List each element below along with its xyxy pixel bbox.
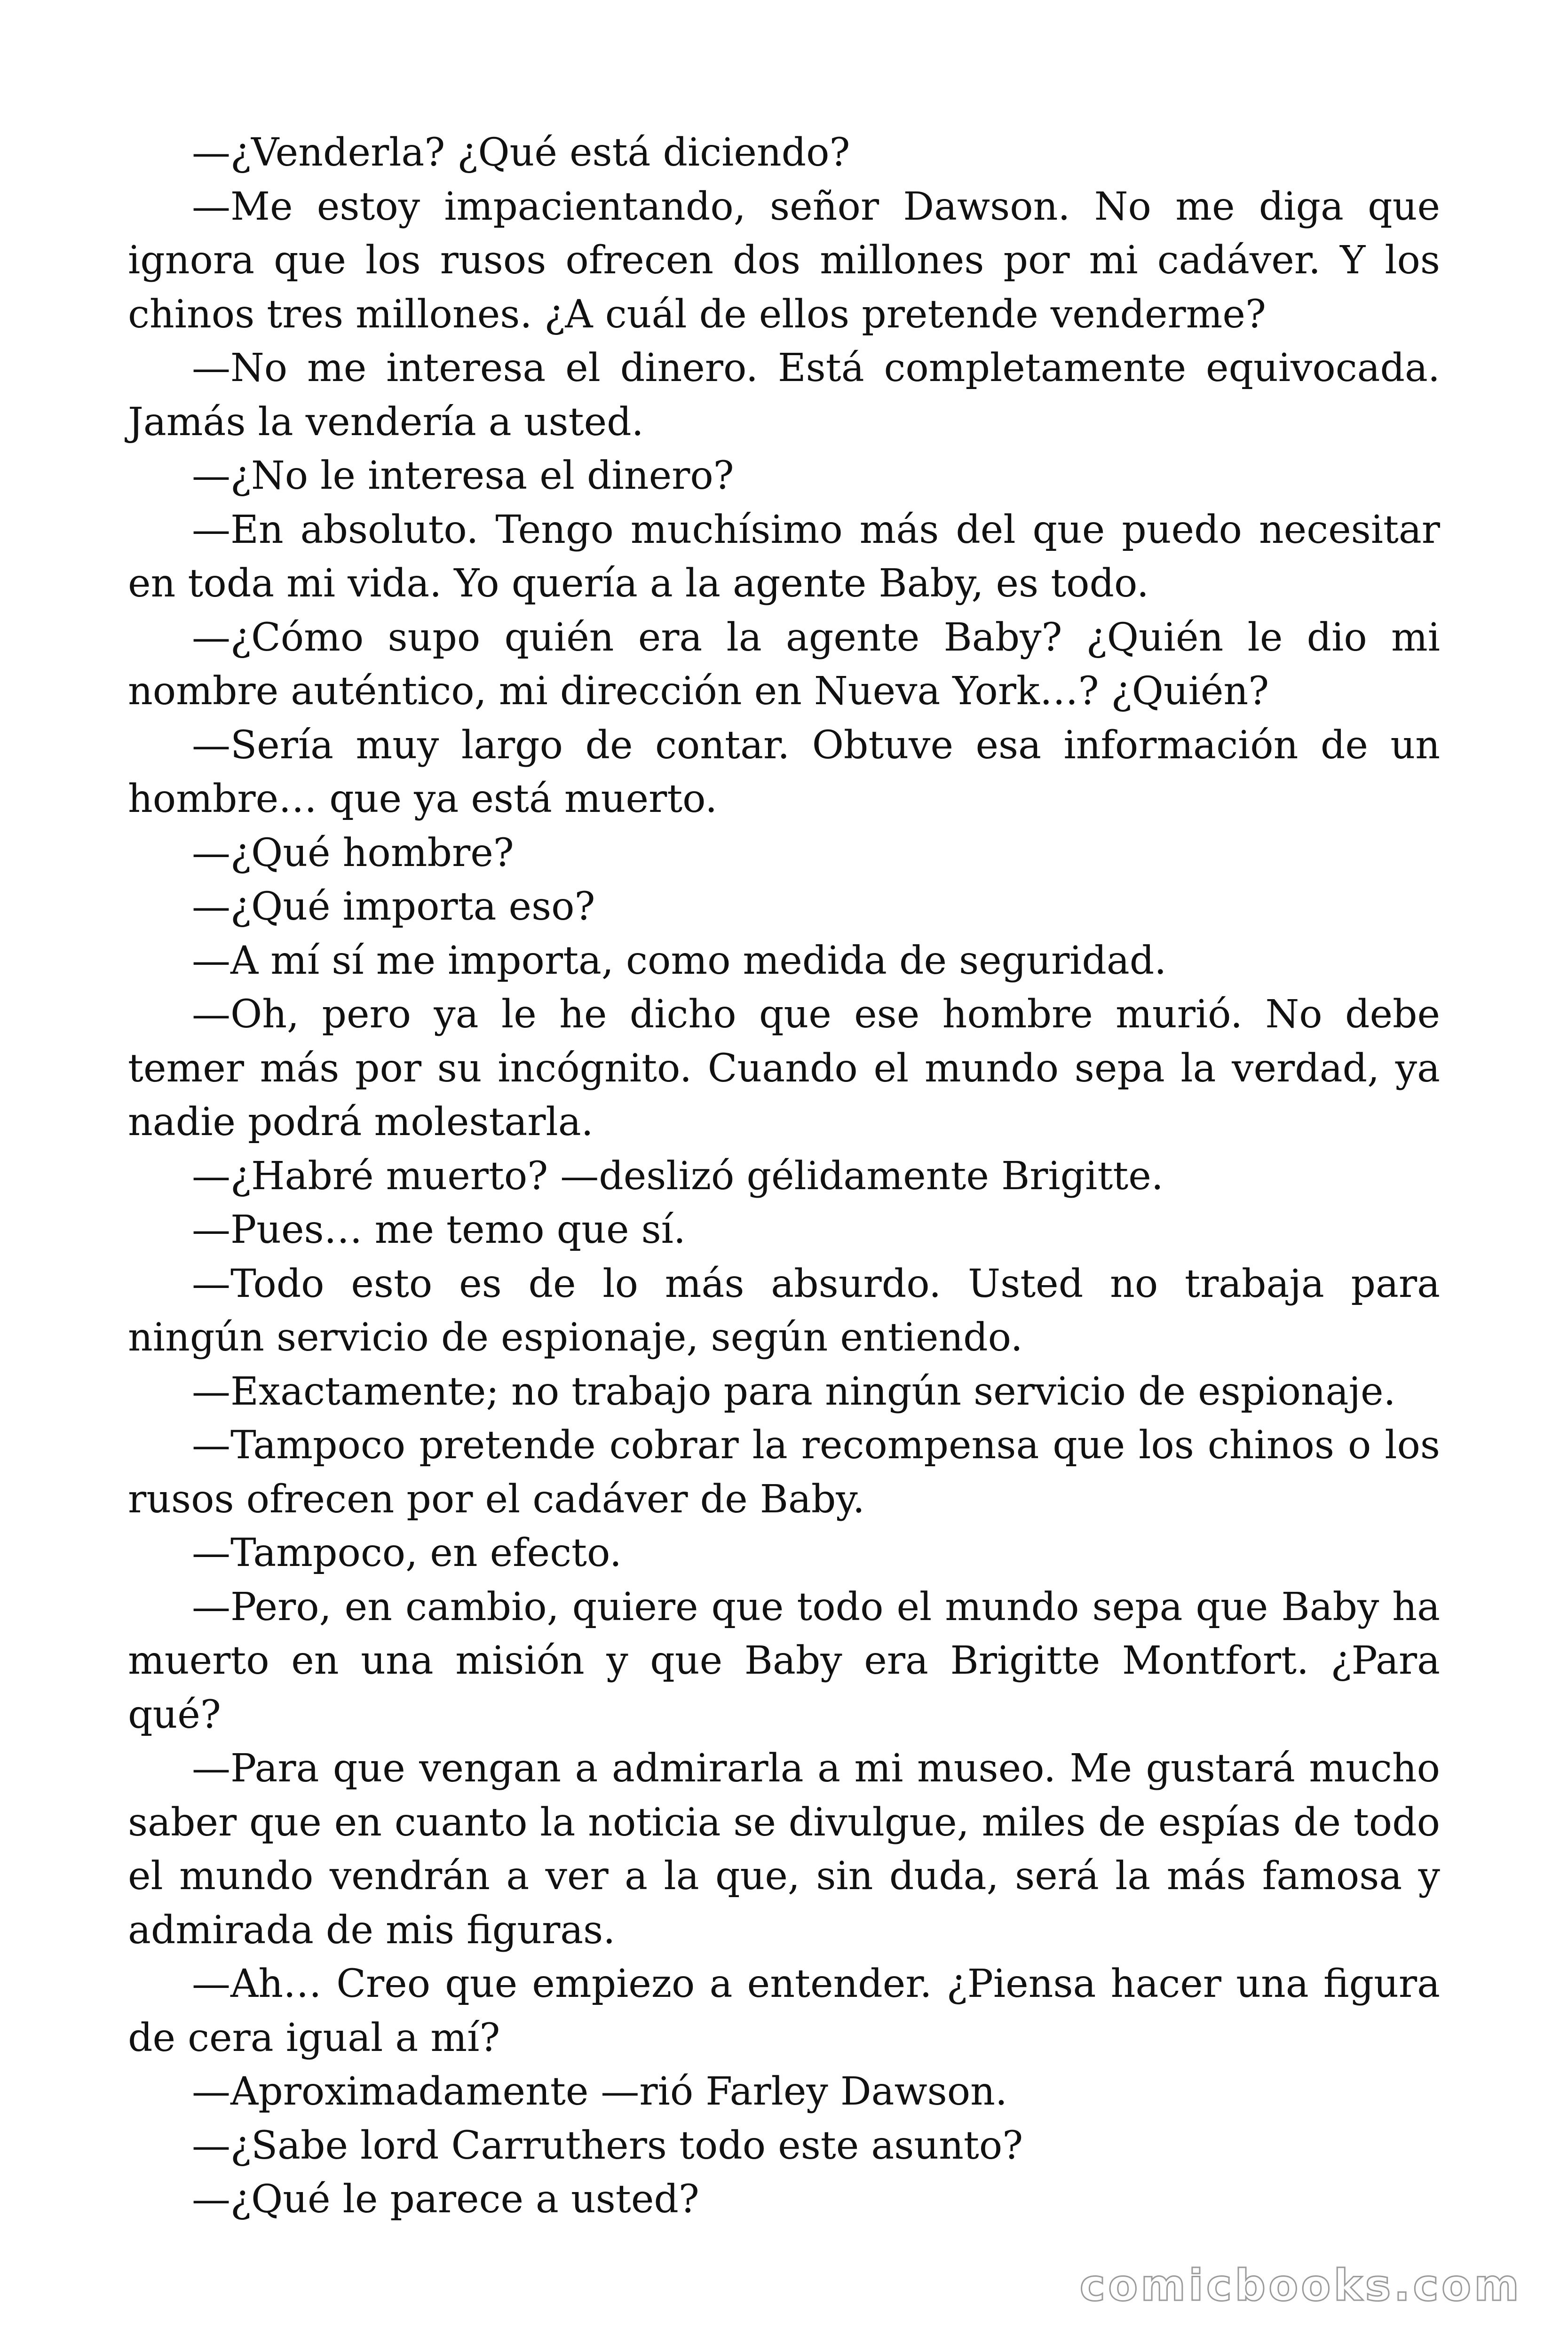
paragraph: —¿Habré muerto? —deslizó gélidamente Brigitte. [192,1153,1164,1199]
paragraph: —¿Qué hombre? [192,830,514,875]
paragraph: —¿Qué le parece a usted? [192,2177,699,2222]
paragraph: —Exactamente; no trabajo para ningún servicio de espionaje. [192,1369,1396,1414]
paragraph: —Tampoco pretende cobrar la recompensa que los chinos o los rusos ofrecen por el cadáver de Baby. [128,1423,1440,1522]
body-text [128,126,1440,2227]
paragraph: —Tampoco, en efecto. [192,1531,622,1575]
watermark-text: comicbooks.com [1079,2260,1522,2311]
paragraph: —¿No le interesa el dinero? [192,453,734,498]
paragraph: —Aproximadamente —rió Farley Dawson. [192,2069,1007,2114]
paragraph: —Ah… Creo que empiezo a entender. ¿Piensa hacer una figura de cera igual a mí? [128,1962,1440,2060]
paragraph: —Me estoy impacientando, señor Dawson. No me diga que ignora que los rusos ofrecen dos millones por mi cadáver. Y los chinos tres millones. ¿A cuál de ellos pretende venderme? [128,184,1440,337]
paragraph: —No me interesa el dinero. Está completamente equivocada. Jamás la vendería a usted. [128,346,1440,445]
paragraph: —Sería muy largo de contar. Obtuve esa información de un hombre… que ya está muerto. [128,723,1440,821]
paragraph: —A mí sí me importa, como medida de seguridad. [192,938,1167,983]
paragraph: —¿Venderla? ¿Qué está diciendo? [192,130,850,175]
paragraph: —Pues… me temo que sí. [192,1208,686,1252]
paragraph: —Para que vengan a admirarla a mi museo. Me gustará mucho saber que en cuanto la noticia se divulgue, miles de espías de todo el mundo vendrán a ver a la que, sin duda, será la más famosa y admirada de mis figuras. [128,1746,1440,1953]
paragraph: —Pero, en cambio, quiere que todo el mundo sepa que Baby ha muerto en una misión y que Baby era Brigitte Montfort. ¿Para qué? [128,1584,1440,1737]
paragraph: —¿Sabe lord Carruthers todo este asunto? [192,2123,1023,2168]
paragraph: —Oh, pero ya le he dicho que ese hombre murió. No debe temer más por su incógnito. Cuando el mundo sepa la verdad, ya nadie podrá molestarla. [128,992,1440,1144]
paragraph: —¿Cómo supo quién era la agente Baby? ¿Quién le dio mi nombre auténtico, mi dirección en Nueva York…? ¿Quién? [128,615,1440,714]
paragraph: —En absoluto. Tengo muchísimo más del que puedo necesitar en toda mi vida. Yo quería a la agente Baby, es todo. [128,507,1440,606]
paragraph: —¿Qué importa eso? [192,884,595,929]
paragraph: —Todo esto es de lo más absurdo. Usted no trabaja para ningún servicio de espionaje, según entiendo. [128,1261,1440,1360]
